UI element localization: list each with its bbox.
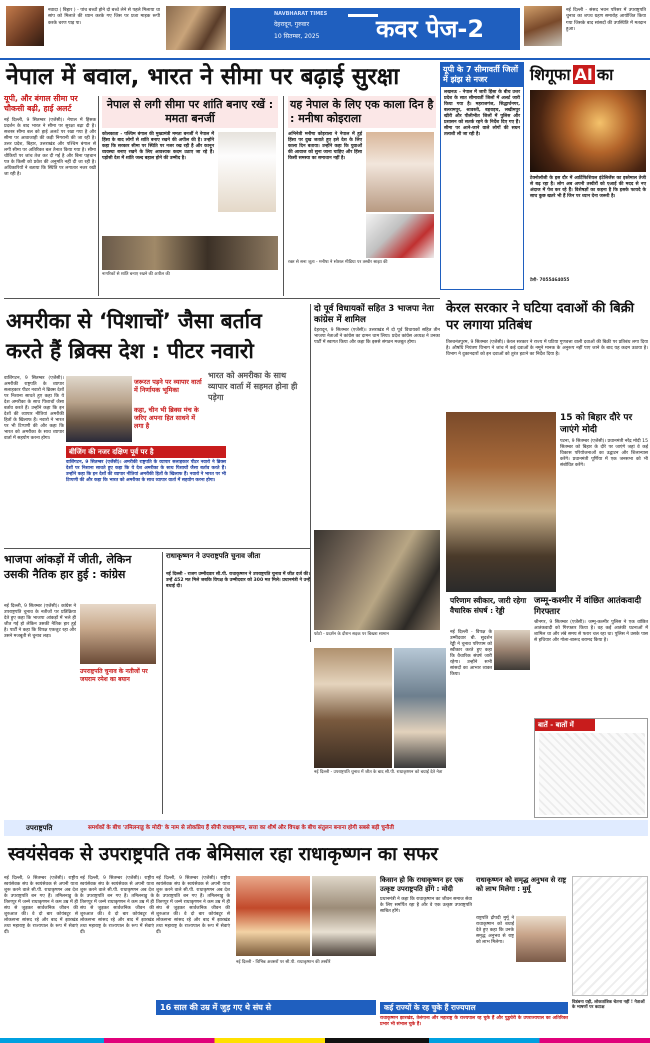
mamata-headline: नेपाल से लगी सीमा पर शांति बनाए रखें : ममता बनर्जी [102,96,278,128]
rss-caption: नई दिल्ली - विभिन्न अवसरों पर सी.पी. राधाकृष्णन की तस्वीरें [236,960,331,965]
vp-strip-text: समर्थकों के बीच 'तमिलनाडु के मोदी' के नाम से लोकप्रिय हैं सीपी राधाकृष्णन, सत्ता का शीर्ष और विपक्ष के बीच संतुलन बनाना होगी सबसे बड़ी चुनौती [88,825,394,831]
right-cartoon [572,876,648,1036]
rss-headline: स्वयंसेवक से उपराष्ट्रपति तक बेमिसाल रहा राधाकृष्णन का सफर [8,844,438,865]
lead-headline: नेपाल में बवाल, भारत ने सीमा पर बढ़ाई सुरक्षा [6,64,400,90]
rss-body-1: नई दिल्ली, 9 सितम्बर (एजेंसी)। राष्ट्रीय स्वयंसेवक संघ के स्वयंसेवक से अपनी यात्रा शुरू करने वाले सी.पी. राधाकृष्णन अब देश के उपराष्ट्रपति बन गए हैं। तमिलनाडु के तिरुप्पुर में जन्मे राधाकृष्णन ने कम उम्र में ही संघ से जुड़कर सार्वजनिक जीवन की शुरुआत की। वे दो बार कोयंबटूर से लोकसभा सांसद रहे और बाद में झारखंड तथा महाराष्ट्र के राज्यपाल के रूप में सेवाएं दीं। [4,876,78,935]
divider [4,298,440,299]
bjp-congress-story [4,552,158,814]
divider [4,548,310,549]
navarro-bullet-1-text: जरूरत पड़ने पर व्यापार वार्ता में निर्णायक भूमिका [134,378,202,394]
rss-photo-1 [236,876,310,956]
masthead-left-text: नवादा ( बिहार ) - पांच बच्चों होने दो बच्चे लेने से पहले मिलाया था सांप को मिलाते की ध्यान करके गए जिस पर प्रजा माइक रूपी करके चरण पाड़ पा। [48,8,160,26]
bihar-body: पटना, 9 सितम्बर (एजेंसी)। प्रधानमंत्री नरेंद्र मोदी 15 सितम्बर को बिहार के दौरे पर जाएंगे जहां वे कई विकास परियोजनाओं का उद्घाटन और शिलान्यास करेंगे। प्रधानमंत्री पूर्णिया में एक जनसभा को भी संबोधित करेंगे। [560,439,648,468]
rss-body-2: नई दिल्ली, 9 सितम्बर (एजेंसी)। राष्ट्रीय स्वयंसेवक संघ के स्वयंसेवक से अपनी यात्रा शुरू करने वाले सी.पी. राधाकृष्णन अब देश के उपराष्ट्रपति बन गए हैं। तमिलनाडु के तिरुप्पुर में जन्मे राधाकृष्णन ने कम उम्र में ही संघ से जुड़कर सार्वजनिक जीवन की शुरुआत की। वे दो बार कोयंबटूर से लोकसभा सांसद रहे और बाद में झारखंड तथा महाराष्ट्र के राज्यपाल के रूप में सेवाएं दीं। [80,876,154,935]
kai-rajyon-body: राधाकृष्णन झारखंड, तेलंगाना और महाराष्ट्र के राज्यपाल रह चुके हैं और पुडुचेरी के उपराज्यपाल का अतिरिक्त प्रभार भी संभाल चुके हैं। [380,1016,568,1027]
parinam-headline: परिणाम स्वीकार, जारी रहेगा वैचारिक संघर्ष : रेड्डी [450,596,527,615]
registration-strip [0,1038,650,1043]
ai-box [528,62,648,290]
manisha-headline: यह नेपाल के लिए एक काला दिन है : मनीषा कोइराला [288,96,436,128]
mamata-photo [218,132,276,212]
kashmir-story [534,596,648,716]
manisha-story [288,96,436,296]
navarro-subbody: वाशिंगटन, 9 सितम्बर (एजेंसी)। अमरीकी राष्ट्रपति के व्यापार सलाहकार पीटर नवारो ने ब्रिक्स देशों पर निशाना साधते हुए कहा कि ये देश अमरीका के साथ पिशाचों जैसा बर्ताव करते हैं। उन्होंने कहा कि इन देशों की व्यापार नीतियां अमरीकी हितों के खिलाफ हैं। नवारो ने भारत पर भी टिप्पणी की और कहा कि भारत को अमरीका के साथ व्यापार वार्ता में सहयोग करना होगा। [66,460,226,483]
masthead-divider [0,58,650,60]
kashmir-body: श्रीनगर, 9 सितम्बर (एजेंसी)। जम्मू-कश्मीर पुलिस ने एक वांछित आतंकवादी को गिरफ्तार किया है। वह कई आतंकी घटनाओं में शामिल था और लंबे समय से फरार चल रहा था। पुलिस ने उसके पास से हथियार और गोला-बारूद बरामद किया है। [534,620,648,643]
ai-photo [530,90,646,172]
shoe-photo [366,214,434,258]
bihar-headline: 15 को बिहार दौरे पर जाएंगे मोदी [560,413,633,435]
manisha-photo [366,132,434,212]
lead-kicker: यूपी, और बंगाल सीमा पर चौकसी बढ़ी, हाई अलर्ट [4,94,78,113]
masthead-right-text: नई दिल्ली - संसद भवन परिसर में उपराष्ट्रपति चुनाव का शपथ ग्रहण समारोह आयोजित किया गया जिसके बाद सांसदों की उपस्थिति में मतदान हुआ। [566,8,646,33]
masthead-date: 10 सितम्बर, 2025 [274,33,320,40]
manisha-body: अभिनेत्री मनीषा कोइराला ने नेपाल में हुई हिंसा पर दुख जताते हुए इसे देश के लिए काला दिन बताया। उन्होंने कहा कि युवाओं की आवाज को सुना जाना चाहिए और हिंसा किसी समस्या का समाधान नहीं है। [288,132,362,161]
modi-quote-headline: किसान हो कि राधाकृष्णन हर एक उत्कृष्ट उपराष्ट्रपति होंगे : मोदी [380,876,464,893]
bjd-caption: फोटो - प्रदर्शन के दौरान सड़क पर बिखरा सामान [314,632,389,637]
ai-body: टेक्नोलॉजी के इस दौर में आर्टिफिशियल इंटेलिजेंस का इस्तेमाल तेजी से बढ़ रहा है। लोग अब अपनी तस्वीरों को एआई की मदद से नए अंदाज में पेश कर रहे हैं। विशेषज्ञों का कहना है कि इसके फायदे के साथ कुछ खतरे भी हैं जिन पर ध्यान देना जरूरी है। [530,176,646,199]
navarro-body: वाशिंगटन, 9 सितम्बर (एजेंसी)। अमरीकी राष्ट्रपति के व्यापार सलाहकार पीटर नवारो ने ब्रिक्स देशों पर निशाना साधते हुए कहा कि ये देश अमरीका के साथ पिशाचों जैसा बर्ताव करते हैं। उन्होंने कहा कि इन देशों की व्यापार नीतियां अमरीकी हितों के खिलाफ हैं। नवारो ने भारत पर भी टिप्पणी की और कहा कि भारत को अमरीका के साथ व्यापार वार्ता में सहयोग करना होगा। [4,376,64,441]
mamata-story [102,96,278,296]
navarro-quote: भारत को अमरीका के साथ व्यापार वार्ता में सहमत होना ही पड़ेगा [208,371,298,402]
kashmir-headline: जम्मू-कश्मीर में वांछित आतंकवादी गिरफ्तार [534,596,642,617]
right-cartoon-drawing [572,876,648,996]
bjd-photo [314,530,440,630]
center-photo-1 [314,648,392,768]
mamata-body: कोलकाता - पश्चिम बंगाल की मुख्यमंत्री ममता बनर्जी ने नेपाल में हिंसा के बाद लोगों से शांति बनाए रखने की अपील की है। उन्होंने कहा कि सरकार सीमा पर स्थिति पर नजर रख रही है और कानून व्यवस्था बनाए रखने के लिए आवश्यक कदम उठाए जा रहे हैं। पड़ोसी देश में शांति जल्द बहाल होने की उम्मीद है। [102,132,214,161]
murmu-box [476,876,568,1000]
modi-quote-body: प्रधानमंत्री ने कहा कि राधाकृष्णन का जीवन समाज सेवा के लिए समर्पित रहा है और वे एक उत्कृष्ट उपराष्ट्रपति साबित होंगे। [380,897,472,914]
kerala-photo [446,412,556,592]
center-caption: नई दिल्ली - उपराष्ट्रपति चुनाव में जीत के बाद सी.पी. राधाकृष्णन को बधाई देते नेता [314,770,443,775]
bjp-congress-headline: भाजपा आंकड़ों में जीती, लेकिन उसकी नैतिक हार हुई : कांग्रेस [4,553,132,581]
mamata-caption: नागरिकों से शांति बनाए रखने की अपील की [102,272,170,277]
navarro-headline-line1: अमरीका से ‘पिशाचों’ जैसा बर्ताव [6,309,262,333]
ai-contact: टेली- 7055464055 [530,278,570,283]
crowd-photo [102,236,278,270]
bihar-story [560,412,648,592]
flag-strip [348,14,378,17]
masthead-left-photo [6,6,44,46]
ai-headline-word: शिगूफा [530,65,571,84]
kerala-story [446,300,648,410]
ai-headline-ai: AI [574,65,593,84]
navarro-feature [66,371,306,546]
parinam-body: नई दिल्ली - विपक्ष के उम्मीदवार बी. सुदर्शन रेड्डी ने चुनाव परिणाम को स्वीकार करते हुए कहा कि वैचारिक संघर्ष जारी रहेगा। उन्होंने सभी सांसदों का आभार व्यक्त किया। [450,630,492,677]
kerala-headline: केरल सरकार ने घटिया दवाओं की बिक्री पर लगाया प्रतिबंध [446,301,635,333]
bjp-congress-body: नई दिल्ली, 9 सितम्बर (एजेंसी)। कांग्रेस ने उपराष्ट्रपति चुनाव के नतीजों पर प्रतिक्रिया देते हुए कहा कि भाजपा आंकड़ों में भले ही जीत गई हो लेकिन उसकी नैतिक हार हुई है। पार्टी ने कहा कि विपक्ष एकजुट रहा और उसने मजबूती से चुनाव लड़ा। [4,604,76,639]
center-photo-2 [394,648,446,768]
reddy-photo [494,630,530,670]
kerala-body: तिरुवनंतपुरम, 9 सितम्बर (एजेंसी)। केरल सरकार ने राज्य में घटिया गुणवत्ता वाली दवाओं की बिक्री पर प्रतिबंध लगा दिया है। औषधि नियंत्रण विभाग ने जांच में कई दवाओं के नमूने मानक के अनुरूप नहीं पाए जाने के बाद यह कदम उठाया है। विभाग ने दुकानदारों को इन दवाओं को तुरंत हटाने का निर्देश दिया है। [446,340,648,357]
cartoon-drawing [539,733,645,815]
navarro-bullet-1 [134,378,204,394]
navarro-headline [6,306,306,370]
divider [283,96,284,296]
divider [310,304,311,642]
navarro-headline-line2: करते हैं ब्रिक्स देश : पीटर नवारो [6,339,254,363]
title-banner [230,8,520,50]
bjd-headline: दो पूर्व विधायकों सहित 3 भाजपा नेता कांग्रेस में शामिल [314,304,434,325]
right-cartoon-caption: विडंबना यही, लोकतांत्रिक चेतना नहीं ! नेताओं के भाषणों पर कटाक्ष [572,1000,645,1011]
murmu-body: राष्ट्रपति द्रौपदी मुर्मू ने राधाकृष्णन को बधाई देते हुए कहा कि उनके समृद्ध अनुभव से राष्ट्र को लाभ मिलेगा। [476,916,514,945]
cartoon-title: बातें - बातों में [535,719,595,731]
vp-strip [4,820,648,836]
lead-body: नई दिल्ली, 9 सितम्बर (एजेंसी)। नेपाल में हिंसक प्रदर्शन के बाद भारत ने सीमा पर सुरक्षा बढ़ा दी है। सशस्त्र सीमा बल को हाई अलर्ट पर रखा गया है और सीमा पर आवाजाही की कड़ी निगरानी की जा रही है। उत्तर प्रदेश, बिहार, उत्तराखंड और पश्चिम बंगाल से लगी सीमा पर अतिरिक्त बल तैनात किया गया है। सीमा चौकियों पर जांच तेज कर दी गई है और बिना पहचान पत्र के किसी को प्रवेश की अनुमति नहीं दी जा रही है। अधिकारियों ने बताया कि स्थिति पर लगातार नजर रखी जा रही है। [4,118,96,177]
up-box [440,62,524,290]
murmu-photo [516,916,566,962]
masthead-paper-name: NAVBHARAT TIMES [274,11,328,17]
up-headline: यूपी के 7 सीमावर्ती जिलों में झंझ से नजर [441,63,523,87]
lead-column [4,94,96,294]
kai-rajyon-headline: कई राज्यों के रह चुके हैं राज्यपाल [380,1002,568,1014]
rss-photo-2 [312,876,376,956]
masthead-city-date: देहरादून, गुरुवार [274,21,310,28]
divider [162,552,163,814]
navarro-subhead: बीजिंग की नजर दक्षिण पूर्व पर है [66,446,226,458]
vp-strip-label: उपराष्ट्रपति [26,824,53,832]
bjd-story [314,304,440,642]
divider [98,96,99,296]
jairam-photo [80,604,156,664]
center-headline: राधाकृष्णन ने उपराष्ट्रपति चुनाव जीता [166,552,261,560]
ai-headline-tail: का [596,65,614,84]
modi-quote-box [380,876,472,1000]
bjd-body: देहरादून, 9 सितम्बर (एजेंसी)। उत्तराखंड में दो पूर्व विधायकों सहित तीन भाजपा नेताओं ने कांग्रेस का दामन थाम लिया। प्रदेश कांग्रेस अध्यक्ष ने उनका पार्टी में स्वागत किया और कहा कि इससे संगठन मजबूत होगा। [314,328,440,345]
ai-headline [530,64,613,86]
rss-body-3: नई दिल्ली, 9 सितम्बर (एजेंसी)। राष्ट्रीय स्वयंसेवक संघ के स्वयंसेवक से अपनी यात्रा शुरू करने वाले सी.पी. राधाकृष्णन अब देश के उपराष्ट्रपति बन गए हैं। तमिलनाडु के तिरुप्पुर में जन्मे राधाकृष्णन ने कम उम्र में ही संघ से जुड़कर सार्वजनिक जीवन की शुरुआत की। वे दो बार कोयंबटूर से लोकसभा सांसद रहे और बाद में झारखंड तथा महाराष्ट्र के राज्यपाल के रूप में सेवाएं दीं। [156,876,230,935]
kai-rajyon-box [380,1002,568,1038]
parinam-story [450,596,530,816]
manisha-caption: रक्त से सना जूता - मनीषा ने सोशल मीडिया पर तस्वीर साझा की [288,260,388,265]
navarro-bullet-2 [134,406,204,430]
cartoon-box [534,718,648,818]
bjp-congress-sub: उपराष्ट्रपति चुनाव के नतीजों पर जयराम रमेश का बयान [80,668,148,683]
murmu-headline: राधाकृष्णन को समृद्ध अनुभव से राष्ट्र को लाभ मिलेगा : मुर्मू [476,876,567,893]
rss-sub: 16 साल की उम्र में जुड़ गए थे संघ से [156,1000,376,1015]
masthead [0,0,650,58]
navarro-photo [66,376,132,442]
page-title: कवर पेज-2 [376,15,485,43]
up-body: लखनऊ - नेपाल में जारी हिंसा के बीच उत्तर प्रदेश के सात सीमावर्ती जिलों में अलर्ट जारी किया गया है। महराजगंज, सिद्धार्थनगर, बलरामपुर, श्रावस्ती, बहराइच, लखीमपुर खीरी और पीलीभीत जिलों में पुलिस और प्रशासन को सतर्क रहने के निर्देश दिए गए हैं। सीमा पर आने-जाने वाले लोगों की सघन तलाशी ली जा रही है। [444,90,520,137]
masthead-right-photo [524,6,562,46]
navarro-bullet-2-text: कहा, चीन भी ब्रिक्स मंच के जरिए अपना हित साधने में लगा है [134,406,199,430]
masthead-center-photo [166,6,226,50]
center-story [166,552,310,814]
center-body: नई दिल्ली - राजग उम्मीदवार सी.पी. राधाकृष्णन ने उपराष्ट्रपति चुनाव में जीत दर्ज की। उन्हें 452 मत मिले जबकि विपक्ष के उम्मीदवार को 300 मत मिले। प्रधानमंत्री ने उन्हें बधाई दी। [166,572,310,589]
